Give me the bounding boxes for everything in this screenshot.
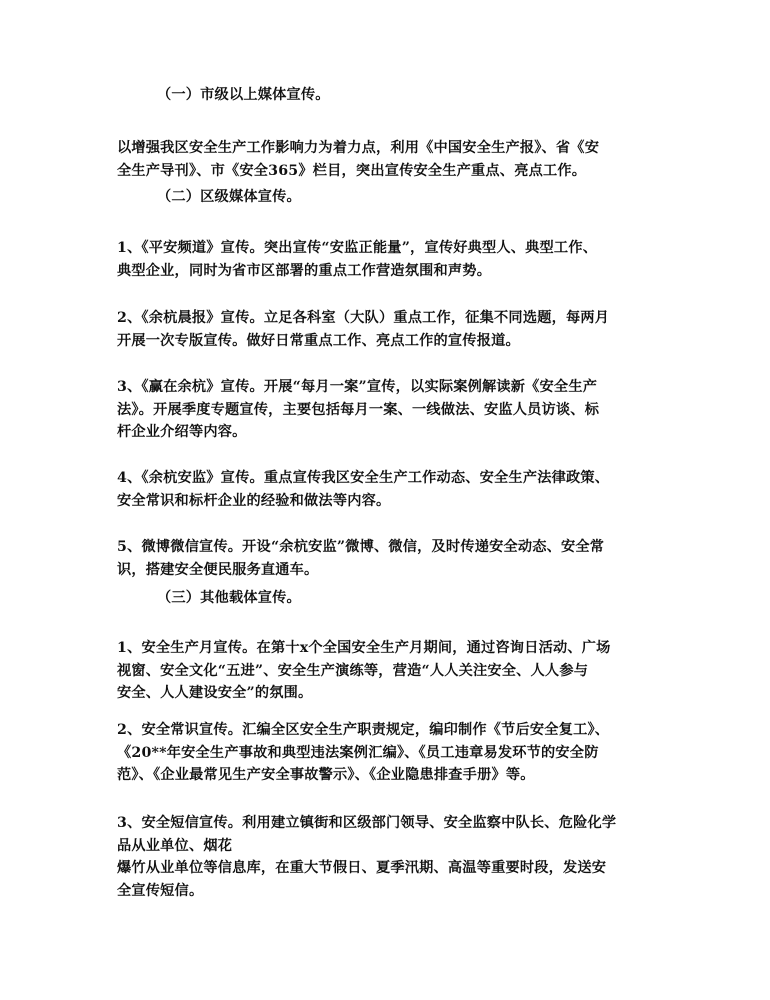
heading-line: （三）其他载体宣传。 [157,590,301,606]
paragraph-item-1-pingan [117,237,657,282]
paragraph-line: 以增强我区安全生产工作影响力为着力点，利用《中国安全生产报》、省《安 [117,140,600,156]
paragraph-line: 3、安全短信宣传。利用建立镇街和区级部门领导、安全监察中队长、危险化学 [117,815,617,831]
paragraph-line: 识，搭建安全便民服务直通车。 [117,561,319,578]
paragraph-line: 爆竹从业单位等信息库，在重大节假日、夏季汛期、高温等重要时段，发送安 [117,860,607,876]
paragraph-line: 5、微博微信宣传。开设“余杭安监”微博、微信，及时传递安全动态、安全常 [117,539,605,555]
heading-district-media [157,186,697,209]
paragraph-line: 杆企业介绍等内容。 [117,424,247,440]
paragraph-city-media [117,137,657,182]
paragraph-item-4-anjian [117,467,657,512]
heading-line: （二）区级媒体宣传。 [157,189,301,205]
heading-line: （一）市级以上媒体宣传。 [157,87,330,103]
paragraph-line: 视窗、安全文化“五进”、安全生产演练等，营造“人人关注安全、人人参与 [117,662,589,679]
paragraph-line: 全宣传短信。 [117,882,204,899]
paragraph-item-2-safety-knowledge [117,719,657,787]
paragraph-line: 2、《余杭晨报》宣传。立足各科室（大队）重点工作，征集不同选题，每两月 [117,310,610,326]
paragraph-line: 1、安全生产月宣传。在第十x个全国安全生产月期间，通过咨询日活动、广场 [117,640,611,656]
paragraph-item-2-chenbao [117,307,657,352]
paragraph-line: 全生产导刊》、市《安全365》栏目，突出宣传安全生产重点、亮点工作。 [117,162,587,179]
paragraph-line: 开展一次专版宣传。做好日常重点工作、亮点工作的宣传报道。 [117,332,520,349]
paragraph-line: 安全、人人建设安全”的氛围。 [117,685,313,701]
paragraph-line: 范》、《企业最常见生产安全事故警示》、《企业隐患排查手册》等。 [117,767,535,783]
paragraph-line: 1、《平安频道》宣传。突出宣传“安监正能量”，宣传好典型人、典型工作、 [117,240,598,256]
paragraph-line: 法》。开展季度专题宣传，主要包括每月一案、一线做法、安监人员访谈、标 [117,401,600,418]
paragraph-line: 3、《赢在余杭》宣传。开展“每月一案”宣传，以实际案例解读新《安全生产 [117,379,598,395]
paragraph-line: 安全常识和标杆企业的经验和做法等内容。 [117,492,391,509]
paragraph-line: 品从业单位、烟花 [117,837,233,854]
heading-city-media [157,84,697,107]
paragraph-item-5-weibo [117,536,657,581]
heading-other-carriers [157,587,697,610]
paragraph-item-3-safety-sms [117,812,657,902]
paragraph-line: 《20**年安全生产事故和典型违法案例汇编》、《员工违章易发环节的安全防 [117,744,599,761]
paragraph-line: 典型企业，同时为省市区部署的重点工作营造氛围和声势。 [117,262,492,279]
paragraph-item-1-safety-month [117,637,657,705]
paragraph-line: 2、安全常识宣传。汇编全区安全生产职责规定，编印制作《节后安全复工》、 [117,722,610,738]
paragraph-item-3-yingzai [117,376,657,444]
paragraph-line: 4、《余杭安监》宣传。重点宣传我区安全生产工作动态、安全生产法律政策、 [117,470,610,486]
